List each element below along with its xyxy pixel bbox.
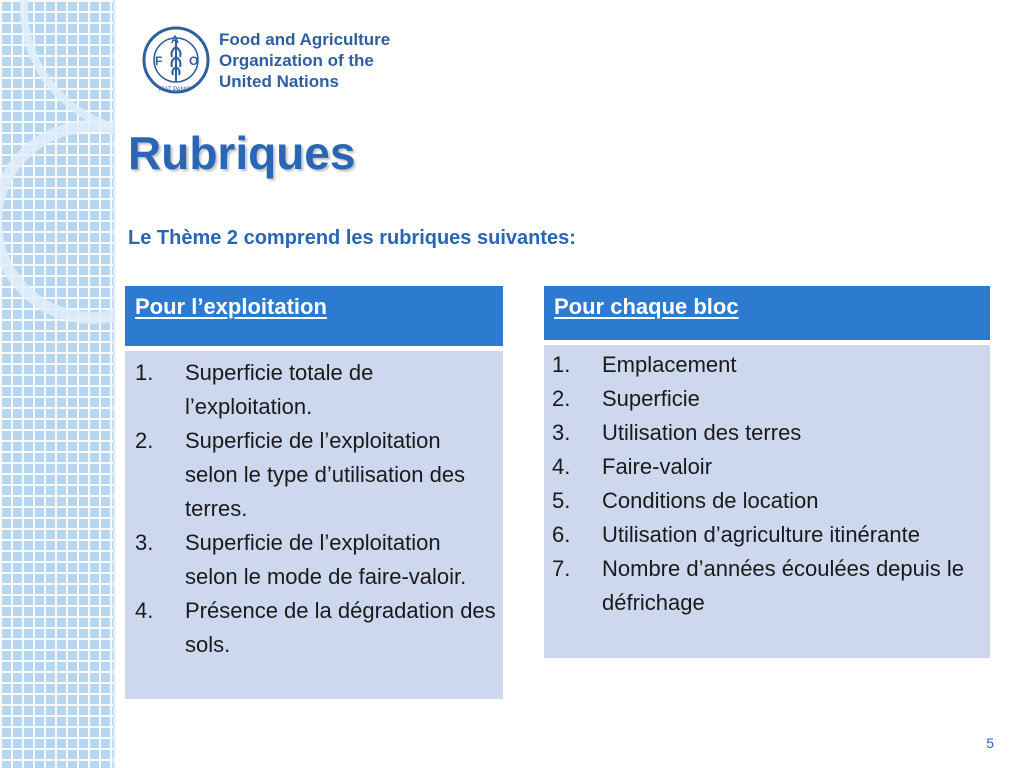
list-item-number: 2. [552, 386, 571, 411]
logo-line: Food and Agriculture [219, 29, 391, 49]
page-number: 5 [986, 735, 994, 751]
right-panel-header: Pour chaque bloc [544, 286, 990, 340]
list-item-number: 1. [552, 352, 571, 377]
logo-line: United Nations [219, 71, 339, 91]
list-item-text: Superficie de l’exploitation selon le mode de faire-valoir. [185, 530, 467, 589]
decorative-ring [0, 120, 115, 324]
list-item-text: Emplacement [602, 352, 737, 377]
list-item-number: 3. [135, 530, 154, 555]
fao-logo [141, 25, 390, 95]
list-item [552, 382, 984, 416]
decorative-side-band [0, 0, 115, 768]
left-panel-header: Pour l’exploitation [125, 286, 503, 346]
list-item [552, 450, 984, 484]
fao-logo-text [219, 29, 390, 92]
list-item-text: Faire-valoir [602, 454, 713, 479]
list-item [552, 518, 984, 552]
list-item [135, 594, 497, 662]
list-item-number: 7. [552, 556, 571, 581]
list-item [552, 552, 984, 620]
list-item-text: Superficie totale de l’exploitation. [185, 360, 374, 419]
list-item [552, 484, 984, 518]
left-panel-body [125, 351, 503, 699]
list-item [135, 356, 497, 424]
list-item-text: Nombre d’années écoulées depuis le défrichage [602, 556, 965, 615]
list-item-number: 4. [135, 598, 154, 623]
list-item-number: 2. [135, 428, 154, 453]
svg-text:F: F [155, 54, 163, 68]
list-item [135, 526, 497, 594]
list-item-text: Superficie de l’exploitation selon le type d’utilisation des terres. [185, 428, 466, 521]
list-item-text: Utilisation d’agriculture itinérante [602, 522, 920, 547]
list-item-number: 1. [135, 360, 154, 385]
list-item-text: Présence de la dégradation des sols. [185, 598, 496, 657]
svg-text:O: O [189, 54, 199, 68]
page-subtitle: Le Thème 2 comprend les rubriques suivantes: [128, 227, 576, 249]
svg-text:A: A [171, 34, 179, 46]
page-title: Rubriques [128, 127, 356, 179]
fao-emblem-icon [141, 25, 211, 95]
list-item-text: Conditions de location [602, 488, 819, 513]
logo-line: Organization of the [219, 50, 374, 70]
list-item [135, 424, 497, 526]
list-item [552, 416, 984, 450]
svg-text:FIAT PANIS: FIAT PANIS [159, 87, 191, 93]
list-item-text: Superficie [602, 386, 700, 411]
decorative-ring [20, 0, 115, 136]
list-item-number: 6. [552, 522, 571, 547]
list-item-number: 5. [552, 488, 571, 513]
list-item [552, 348, 984, 382]
list-item-text: Utilisation des terres [602, 420, 802, 445]
right-panel-body [544, 345, 990, 658]
list-item-number: 4. [552, 454, 571, 479]
list-item-number: 3. [552, 420, 571, 445]
